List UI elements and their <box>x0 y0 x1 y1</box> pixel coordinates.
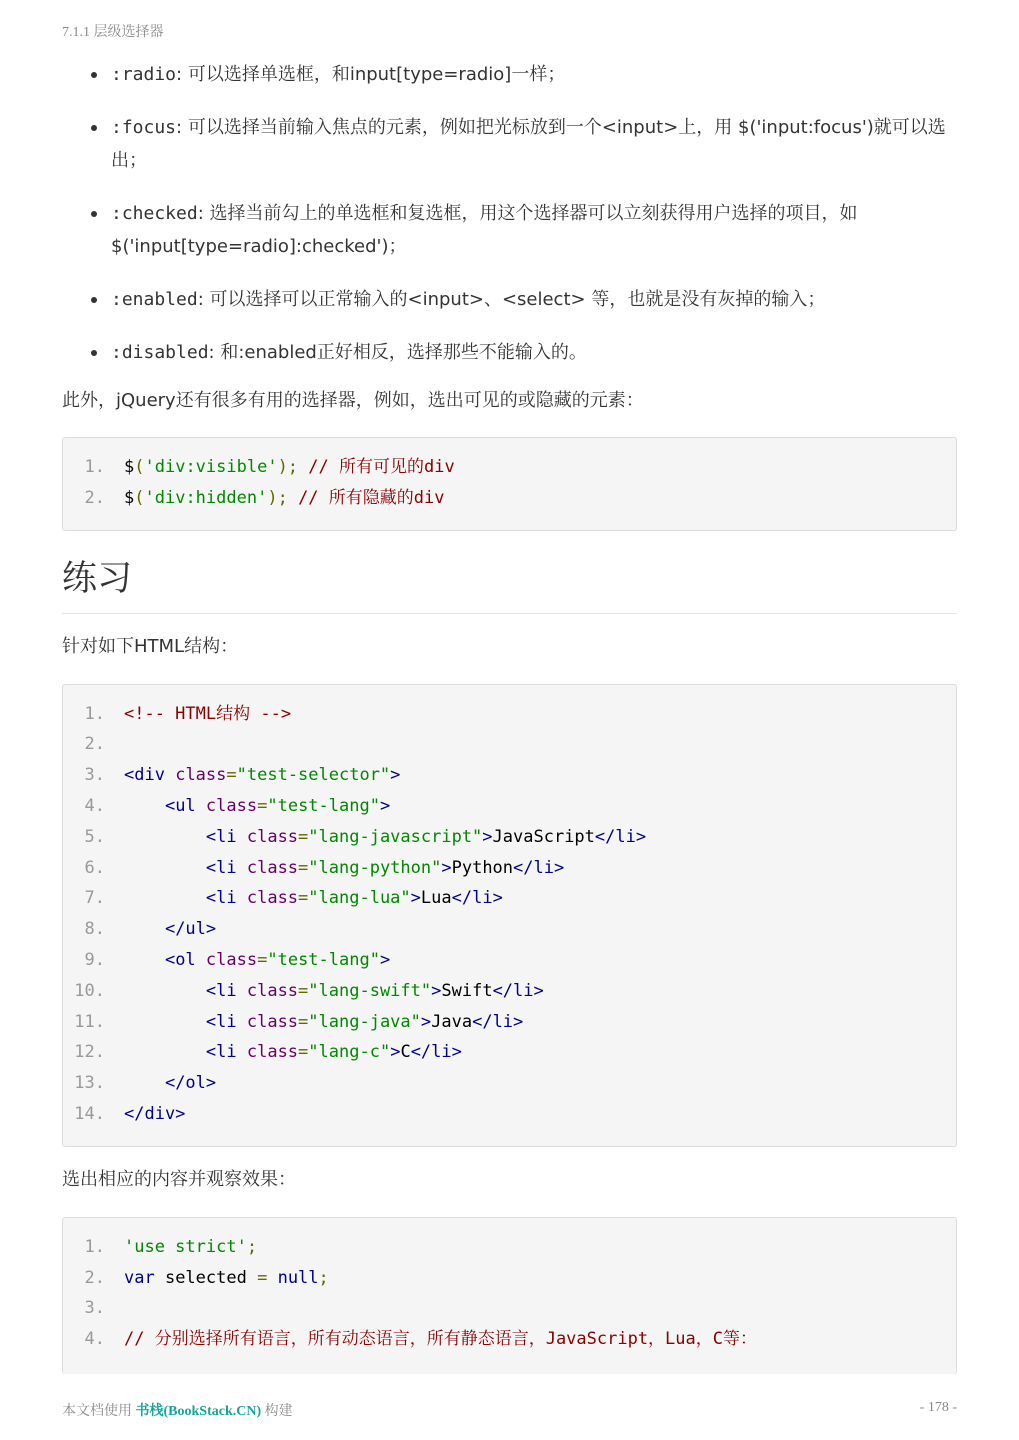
code-token <box>124 950 165 970</box>
code-token <box>165 765 175 785</box>
list-item <box>111 197 957 263</box>
code-line <box>63 1263 956 1294</box>
line-number: 10. <box>74 980 105 1001</box>
inline-code: :disabled <box>111 342 209 363</box>
code-token: = <box>257 1267 268 1288</box>
code-block-html-structure <box>62 684 957 1147</box>
code-token: <li <box>205 980 237 1001</box>
code-token: = <box>226 765 237 786</box>
code-block-exercise <box>62 1217 957 1374</box>
code-token: "lang-javascript" <box>308 826 483 847</box>
list-item-text: : 选择当前勾上的单选框和复选框，用这个选择器可以立刻获得用户选择的项目，如 $('input[type=radio]:checked')； <box>111 203 858 257</box>
code-token: <li <box>205 1011 237 1032</box>
code-token: <li <box>205 888 237 909</box>
code-token: ); <box>267 487 288 508</box>
code-token: = <box>257 795 268 816</box>
paragraph: 针对如下HTML结构： <box>62 635 239 657</box>
code-token <box>124 858 206 878</box>
code-token: 'div:hidden' <box>144 487 268 508</box>
list-item <box>111 111 957 177</box>
code-token: <div <box>124 765 165 786</box>
code-line <box>63 1068 956 1099</box>
line-number: 8. <box>84 919 105 940</box>
code-token: C <box>400 1042 411 1063</box>
footer-suffix: 构建 <box>261 1404 293 1419</box>
code-line <box>63 914 956 945</box>
code-token: </li> <box>594 826 647 847</box>
inline-code: :checked <box>111 203 198 224</box>
code-token <box>196 796 206 816</box>
code-token: = <box>298 980 309 1001</box>
code-token: class <box>246 857 299 878</box>
code-token: 'use strict' <box>124 1236 247 1257</box>
code-token: </ul> <box>164 919 217 940</box>
code-token: // 所有隐藏的div <box>298 487 445 508</box>
line-number: 11. <box>74 1011 105 1032</box>
code-token: </div> <box>124 1103 186 1124</box>
code-token: > <box>390 1042 401 1063</box>
inline-code: :focus <box>111 117 177 138</box>
list-item <box>111 58 957 91</box>
code-token: JavaScript <box>492 826 595 847</box>
code-token <box>288 488 298 508</box>
list-item-text: : 可以选择可以正常输入的<input>、<select> 等，也就是没有灰掉的输入； <box>197 289 826 310</box>
code-token: </li> <box>492 980 544 1001</box>
code-token <box>124 919 165 939</box>
footer <box>62 1400 957 1420</box>
line-number: 14. <box>74 1103 105 1124</box>
line-number: 2. <box>84 734 105 755</box>
line-number: 2. <box>84 487 105 508</box>
code-token <box>298 457 308 477</box>
line-number: 2. <box>84 1267 105 1288</box>
code-token <box>237 1012 247 1032</box>
section-title: 练习 <box>62 559 957 614</box>
list-item-text: : 可以选择当前输入焦点的元素，例如把光标放到一个<input>上，用 $('input:focus')就可以选出； <box>111 117 946 171</box>
code-token: > <box>379 949 391 970</box>
code-token <box>267 1268 277 1288</box>
code-block-selectors <box>62 437 957 531</box>
code-token: ); <box>277 457 299 477</box>
code-token: class <box>246 980 299 1001</box>
code-token: ( <box>134 457 145 477</box>
line-number: 1. <box>84 703 105 724</box>
code-token: "lang-java" <box>308 1011 421 1032</box>
inline-code: :radio <box>111 64 177 85</box>
line-number: 5. <box>84 826 105 847</box>
code-token: > <box>420 1011 432 1032</box>
code-token: "test-lang" <box>267 795 380 816</box>
line-number: 6. <box>84 857 105 878</box>
code-token: = <box>257 949 268 970</box>
code-line <box>63 452 956 483</box>
code-token: > <box>431 980 442 1001</box>
selector-list <box>62 58 957 369</box>
code-token: class <box>175 765 227 786</box>
code-line <box>63 1324 956 1355</box>
line-number: 3. <box>84 1298 105 1319</box>
code-token: = <box>298 888 309 909</box>
paragraph: 此外，jQuery还有很多有用的选择器，例如，选出可见的或隐藏的元素： <box>62 390 644 411</box>
code-token: 'div:visible' <box>144 457 278 477</box>
code-token <box>237 858 247 878</box>
code-token: </li> <box>513 857 565 878</box>
code-token: = <box>298 826 309 847</box>
paragraph: 选出相应的内容并观察效果： <box>62 1168 296 1190</box>
code-line <box>63 822 956 853</box>
code-token: "lang-swift" <box>308 980 432 1001</box>
code-line <box>63 791 956 822</box>
line-number: 9. <box>84 949 105 970</box>
code-token: Swift <box>441 980 493 1001</box>
inline-code: :enabled <box>111 289 198 310</box>
code-token: "test-lang" <box>267 949 380 970</box>
code-token: // 分别选择所有语言，所有动态语言，所有静态语言，JavaScript，Lua，C等： <box>124 1329 757 1350</box>
code-token <box>124 796 165 816</box>
code-token: = <box>298 857 309 878</box>
list-item-text: : 可以选择单选框，和input[type=radio]一样； <box>176 64 566 85</box>
code-token: ; <box>246 1236 258 1257</box>
code-token: "test-selector" <box>236 765 391 786</box>
code-line <box>63 483 956 514</box>
line-number: 4. <box>84 1329 105 1350</box>
code-token: > <box>441 857 452 878</box>
document-body <box>62 58 957 1374</box>
code-token: class <box>246 1011 299 1032</box>
code-token: > <box>410 888 421 909</box>
code-token: </ol> <box>164 1073 217 1094</box>
code-token: ( <box>134 487 145 508</box>
code-token: ; <box>318 1267 329 1288</box>
code-token: <li <box>205 857 237 878</box>
code-token: "lang-lua" <box>308 888 411 909</box>
list-item <box>111 283 957 316</box>
code-token: <li <box>205 826 237 847</box>
code-token: Java <box>431 1011 473 1032</box>
code-line <box>63 976 956 1007</box>
code-line <box>63 699 956 730</box>
code-token: class <box>246 1042 299 1063</box>
line-number: 3. <box>84 765 105 786</box>
code-token: Lua <box>420 888 452 909</box>
code-line <box>63 1293 956 1324</box>
code-token: <ol <box>164 949 196 970</box>
code-token <box>237 981 247 1001</box>
code-token: null <box>277 1267 319 1288</box>
line-number: 4. <box>84 795 105 816</box>
code-token <box>237 827 247 847</box>
code-token <box>124 1012 206 1032</box>
code-token: </li> <box>472 1011 524 1032</box>
code-line <box>63 760 956 791</box>
code-token <box>124 981 206 1001</box>
breadcrumb: 7.1.1 层级选择器 <box>62 25 164 40</box>
code-token: > <box>379 795 391 816</box>
code-token <box>237 1042 247 1062</box>
code-token: class <box>246 888 299 909</box>
code-token: $ <box>124 487 135 508</box>
footer-prefix: 本文档使用 <box>62 1404 136 1419</box>
footer-brand-link[interactable]: 书栈(BookStack.CN) <box>135 1404 262 1419</box>
code-token <box>124 1073 165 1093</box>
code-token <box>124 888 206 908</box>
code-token <box>237 888 247 908</box>
code-line <box>63 1037 956 1068</box>
code-token: $ <box>124 457 135 477</box>
line-number: 1. <box>84 1236 105 1257</box>
page-number: - 178 - <box>919 1400 957 1415</box>
line-number: 1. <box>84 457 105 477</box>
code-token <box>124 827 206 847</box>
code-line <box>63 853 956 884</box>
code-token: <li <box>205 1042 237 1063</box>
code-token: = <box>298 1011 309 1032</box>
list-item-text: : 和:enabled正好相反，选择那些不能输入的。 <box>208 342 587 363</box>
code-token <box>124 1042 206 1062</box>
code-token: "lang-python" <box>308 857 442 878</box>
line-number: 13. <box>74 1073 105 1094</box>
line-number: 7. <box>84 888 105 909</box>
code-token: > <box>482 826 493 847</box>
code-token: // 所有可见的div <box>308 457 455 477</box>
code-token: "lang-c" <box>308 1042 391 1063</box>
code-line <box>63 1232 956 1263</box>
code-token: <ul <box>164 795 196 816</box>
line-number: 12. <box>74 1042 105 1063</box>
code-token: class <box>205 795 258 816</box>
code-token: <!-- HTML结构 --> <box>124 703 292 724</box>
code-token: class <box>246 826 299 847</box>
code-line <box>63 1007 956 1038</box>
code-line <box>63 729 956 760</box>
code-token: = <box>298 1042 309 1063</box>
code-token: </li> <box>410 1042 462 1063</box>
code-token: class <box>205 949 258 970</box>
code-token: selected <box>154 1267 258 1288</box>
code-token: Python <box>451 857 514 878</box>
code-token: </li> <box>451 888 503 909</box>
code-token: var <box>124 1267 155 1288</box>
list-item <box>111 336 957 369</box>
code-line <box>63 945 956 976</box>
code-line <box>63 883 956 914</box>
code-token <box>196 950 206 970</box>
code-line <box>63 1099 956 1130</box>
code-token: > <box>390 765 401 786</box>
